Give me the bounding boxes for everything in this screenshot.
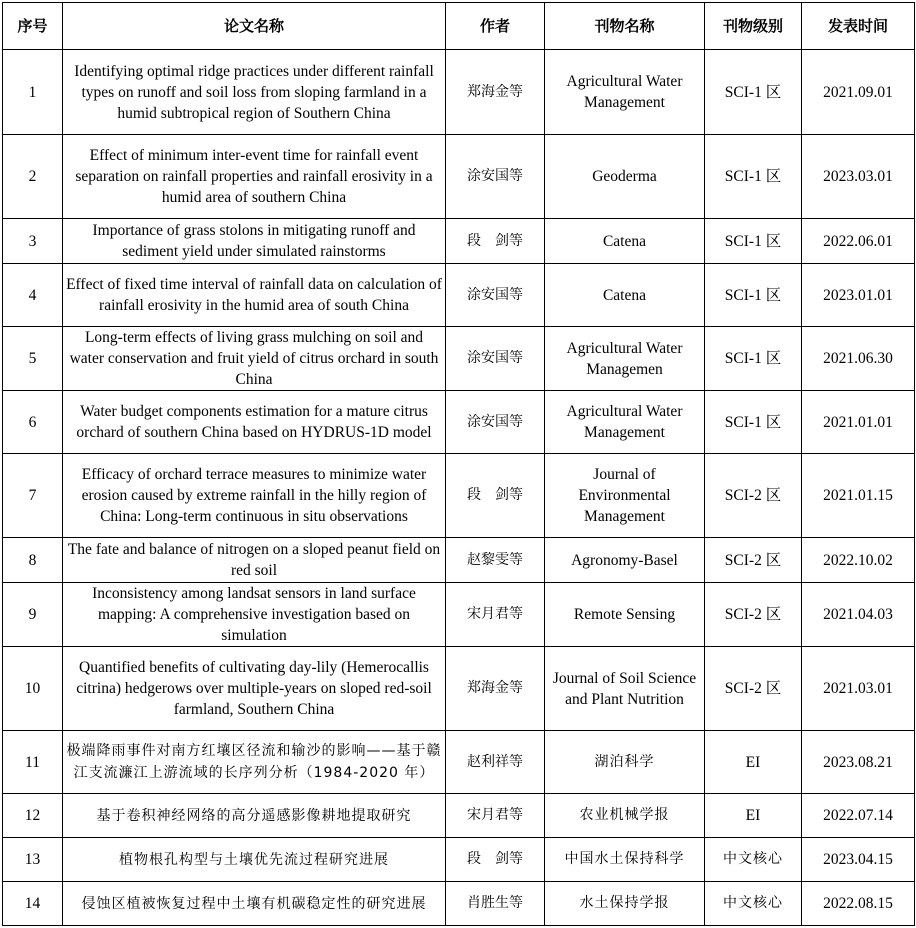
- cell-title: 植物根孔构型与土壤优先流过程研究进展: [63, 838, 446, 882]
- cell-serial: 12: [3, 794, 63, 838]
- cell-journal: Agricultural Water Management: [545, 50, 705, 135]
- header-serial: 序号: [3, 3, 63, 50]
- cell-level: SCI-1 区: [705, 264, 802, 327]
- cell-title: Effect of fixed time interval of rainfall data on calculation of rainfall erosivity in the humid area of south China: [63, 264, 446, 327]
- cell-serial: 8: [3, 538, 63, 583]
- cell-date: 2023.03.01: [802, 135, 915, 219]
- cell-serial: 6: [3, 391, 63, 454]
- cell-title: 极端降雨事件对南方红壤区径流和输沙的影响——基于赣江支流濂江上游流域的长序列分析（1984-2020 年）: [63, 731, 446, 794]
- cell-author: 段 剑等: [446, 219, 545, 264]
- cell-serial: 14: [3, 882, 63, 926]
- header-title: 论文名称: [63, 3, 446, 50]
- cell-author: 郑海金等: [446, 50, 545, 135]
- cell-serial: 2: [3, 135, 63, 219]
- table-row: [3, 327, 915, 391]
- cell-level: SCI-2 区: [705, 647, 802, 731]
- cell-title: Inconsistency among landsat sensors in land surface mapping: A comprehensive investigation based on simulation: [63, 583, 446, 647]
- cell-journal: Catena: [545, 219, 705, 264]
- cell-serial: 3: [3, 219, 63, 264]
- table-row: [3, 264, 915, 327]
- cell-serial: 11: [3, 731, 63, 794]
- cell-date: 2023.08.21: [802, 731, 915, 794]
- cell-journal: Journal of Environmental Management: [545, 454, 705, 538]
- cell-level: SCI-1 区: [705, 50, 802, 135]
- table-row: [3, 838, 915, 882]
- table-row: [3, 50, 915, 135]
- cell-title: Importance of grass stolons in mitigating runoff and sediment yield under simulated rainstorms: [63, 219, 446, 264]
- cell-level: SCI-1 区: [705, 219, 802, 264]
- table-row: [3, 219, 915, 264]
- cell-date: 2022.06.01: [802, 219, 915, 264]
- cell-author: 宋月君等: [446, 583, 545, 647]
- cell-title: Effect of minimum inter-event time for rainfall event separation on rainfall properties and rainfall erosivity in a humid area of southern China: [63, 135, 446, 219]
- cell-journal: Geoderma: [545, 135, 705, 219]
- cell-title: Efficacy of orchard terrace measures to minimize water erosion caused by extreme rainfall in the hilly region of China: Long-term continuous in situ observations: [63, 454, 446, 538]
- cell-journal: Agricultural Water Managemen: [545, 327, 705, 391]
- cell-title: Long-term effects of living grass mulching on soil and water conservation and fruit yield of citrus orchard in south China: [63, 327, 446, 391]
- cell-journal: Agricultural Water Management: [545, 391, 705, 454]
- cell-title: The fate and balance of nitrogen on a sloped peanut field on red soil: [63, 538, 446, 583]
- cell-author: 段 剑等: [446, 454, 545, 538]
- table-row: [3, 391, 915, 454]
- cell-serial: 10: [3, 647, 63, 731]
- cell-date: 2022.08.15: [802, 882, 915, 926]
- cell-title: Identifying optimal ridge practices under different rainfall types on runoff and soil loss from sloping farmland in a humid subtropical region of Southern China: [63, 50, 446, 135]
- cell-serial: 13: [3, 838, 63, 882]
- table-row: [3, 731, 915, 794]
- cell-date: 2021.01.01: [802, 391, 915, 454]
- cell-journal: 中国水土保持科学: [545, 838, 705, 882]
- cell-author: 涂安国等: [446, 135, 545, 219]
- cell-title: Quantified benefits of cultivating day-lily (Hemerocallis citrina) hedgerows over multiple-years on sloped red-soil farmland, Southern China: [63, 647, 446, 731]
- header-date: 发表时间: [802, 3, 915, 50]
- cell-title: Water budget components estimation for a mature citrus orchard of southern China based on HYDRUS-1D model: [63, 391, 446, 454]
- header-author: 作者: [446, 3, 545, 50]
- header-level: 刊物级别: [705, 3, 802, 50]
- cell-author: 肖胜生等: [446, 882, 545, 926]
- cell-author: 赵黎雯等: [446, 538, 545, 583]
- cell-author: 段 剑等: [446, 838, 545, 882]
- cell-serial: 7: [3, 454, 63, 538]
- cell-author: 涂安国等: [446, 327, 545, 391]
- cell-serial: 1: [3, 50, 63, 135]
- header-row: [3, 3, 915, 50]
- cell-journal: Agronomy-Basel: [545, 538, 705, 583]
- cell-level: EI: [705, 794, 802, 838]
- cell-level: SCI-1 区: [705, 327, 802, 391]
- cell-author: 涂安国等: [446, 264, 545, 327]
- table-row: [3, 583, 915, 647]
- cell-date: 2021.09.01: [802, 50, 915, 135]
- cell-serial: 5: [3, 327, 63, 391]
- cell-journal: Remote Sensing: [545, 583, 705, 647]
- cell-journal: Journal of Soil Science and Plant Nutrition: [545, 647, 705, 731]
- cell-journal: 湖泊科学: [545, 731, 705, 794]
- cell-level: SCI-1 区: [705, 391, 802, 454]
- table-row: [3, 794, 915, 838]
- cell-date: 2023.01.01: [802, 264, 915, 327]
- cell-serial: 9: [3, 583, 63, 647]
- cell-level: EI: [705, 731, 802, 794]
- cell-level: SCI-2 区: [705, 583, 802, 647]
- cell-journal: Catena: [545, 264, 705, 327]
- cell-level: SCI-2 区: [705, 538, 802, 583]
- cell-level: 中文核心: [705, 882, 802, 926]
- cell-date: 2023.04.15: [802, 838, 915, 882]
- table-row: [3, 135, 915, 219]
- papers-table: [2, 2, 915, 926]
- cell-date: 2021.04.03: [802, 583, 915, 647]
- cell-author: 郑海金等: [446, 647, 545, 731]
- cell-date: 2021.01.15: [802, 454, 915, 538]
- cell-author: 赵利祥等: [446, 731, 545, 794]
- cell-date: 2022.07.14: [802, 794, 915, 838]
- table-row: [3, 538, 915, 583]
- table-row: [3, 454, 915, 538]
- cell-title: 侵蚀区植被恢复过程中土壤有机碳稳定性的研究进展: [63, 882, 446, 926]
- cell-journal: 水土保持学报: [545, 882, 705, 926]
- cell-date: 2021.06.30: [802, 327, 915, 391]
- cell-title: 基于卷积神经网络的高分遥感影像耕地提取研究: [63, 794, 446, 838]
- table-row: [3, 882, 915, 926]
- cell-author: 宋月君等: [446, 794, 545, 838]
- cell-serial: 4: [3, 264, 63, 327]
- cell-date: 2021.03.01: [802, 647, 915, 731]
- cell-level: SCI-2 区: [705, 454, 802, 538]
- cell-date: 2022.10.02: [802, 538, 915, 583]
- cell-author: 涂安国等: [446, 391, 545, 454]
- cell-level: SCI-1 区: [705, 135, 802, 219]
- header-journal: 刊物名称: [545, 3, 705, 50]
- cell-level: 中文核心: [705, 838, 802, 882]
- table-row: [3, 647, 915, 731]
- cell-journal: 农业机械学报: [545, 794, 705, 838]
